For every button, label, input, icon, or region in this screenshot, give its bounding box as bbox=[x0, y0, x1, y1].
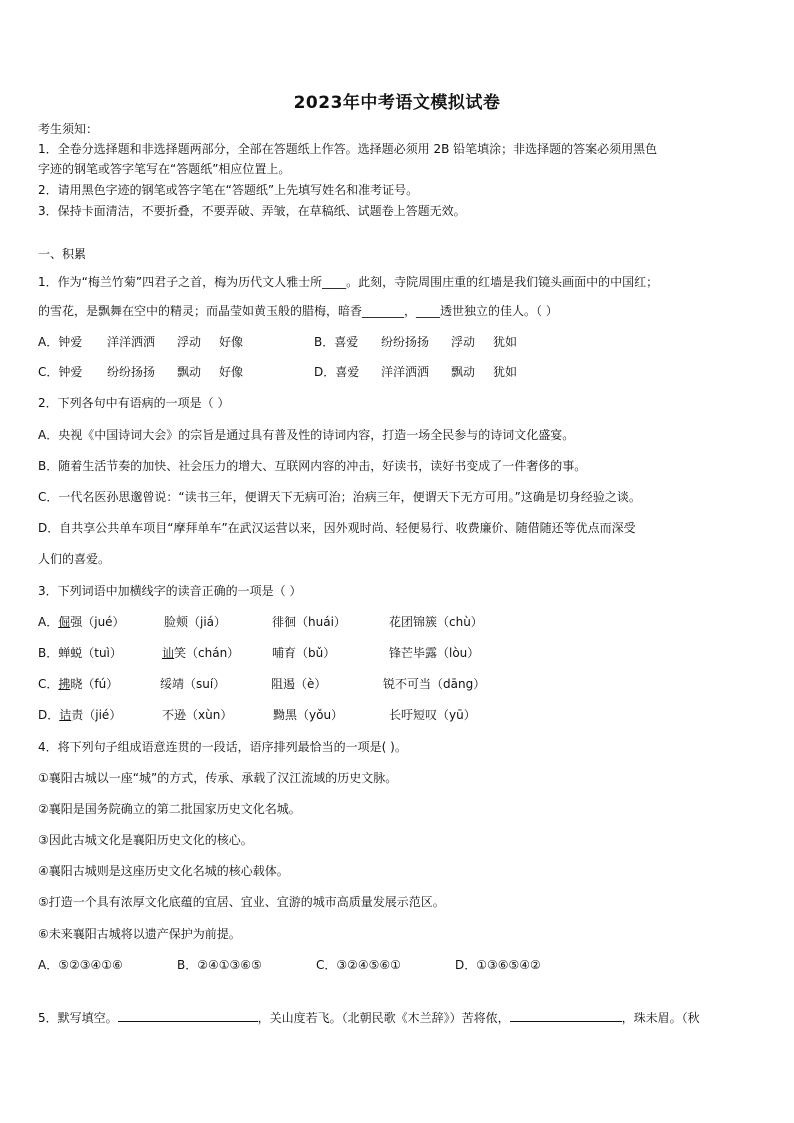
q3-b-word-2: 笑（chán） bbox=[174, 646, 240, 660]
page-title: 2023年中考语文模拟试卷 bbox=[293, 93, 501, 113]
q4-option-b: B．②④①③⑥⑤ bbox=[177, 958, 262, 972]
q4-stem: 4．将下列句子组成语意连贯的一段话，语序排列最恰当的一项是( )。 bbox=[38, 740, 407, 754]
q1-option-a-2: 洋洋洒洒 bbox=[107, 335, 156, 349]
notice-item-2: 2．请用黑色字迹的钢笔或答字笔在“答题纸”上先填写姓名和准考证号。 bbox=[38, 183, 419, 197]
q1-option-b-3: 浮动 bbox=[451, 335, 476, 349]
q4-sentence-4: ④襄阳古城则是这座历史文化名城的核心载体。 bbox=[38, 864, 289, 878]
q3-a-word-3: 徘徊（huái） bbox=[272, 615, 346, 629]
notice-heading: 考生须知： bbox=[38, 122, 99, 136]
q3-a-word-1: 强（jué） bbox=[70, 615, 125, 629]
q1-stem-line-2: 的雪花，是飘舞在空中的精灵；而晶莹如黄玉般的腊梅，暗香_______，____透世独立的佳人。（ ） bbox=[38, 304, 558, 318]
q1-option-a-3: 浮动 bbox=[177, 335, 202, 349]
q3-d-word-1: 责（jié） bbox=[71, 708, 122, 722]
q3-option-b bbox=[38, 645, 479, 661]
q1-option-b-1: B．喜爱 bbox=[314, 335, 359, 349]
q1-option-c-4: 好像 bbox=[219, 365, 244, 379]
q3-stem: 3．下列词语中加横线字的读音正确的一项是（ ） bbox=[38, 584, 302, 598]
q5-blank-1[interactable] bbox=[118, 1010, 258, 1022]
q1-option-c-3: 飘动 bbox=[177, 365, 202, 379]
q3-a-underlined: 倔 bbox=[58, 615, 71, 629]
q3-c-word-4: 锐不可当（dāng） bbox=[383, 677, 486, 691]
q3-d-word-3: 黝黑（yǒu） bbox=[273, 708, 344, 722]
q2-option-d-line-2: 人们的喜爱。 bbox=[38, 552, 111, 566]
q3-c-word-2: 绥靖（suí） bbox=[160, 677, 226, 691]
q3-a-prefix: A． bbox=[38, 615, 59, 629]
q1-option-c bbox=[38, 364, 309, 380]
q1-option-b-4: 犹如 bbox=[493, 335, 518, 349]
section-heading: 一、积累 bbox=[38, 247, 87, 261]
q3-b-word-3: 哺育（bǔ） bbox=[272, 646, 336, 660]
q5-text-middle: ，关山度若飞。（北朝民歌《木兰辞》）苦将侬， bbox=[257, 1011, 510, 1025]
q5-label: 5．默写填空。 bbox=[38, 1011, 118, 1025]
q3-d-prefix: D． bbox=[38, 708, 60, 722]
q3-d-word-4: 长吁短叹（yū） bbox=[389, 708, 476, 722]
q3-b-prefix: B． bbox=[38, 646, 59, 660]
q4-option-d: D．①③⑥⑤④② bbox=[455, 958, 541, 972]
q1-option-d-1: D．喜爱 bbox=[314, 365, 360, 379]
q3-c-word-3: 阻遏（è） bbox=[271, 677, 327, 691]
q4-sentence-5: ⑤打造一个具有浓厚文化底蕴的宜居、宜业、宜游的城市高质量发展示范区。 bbox=[38, 895, 445, 909]
q3-d-word-2: 不逊（xùn） bbox=[162, 708, 233, 722]
q1-option-a-1: A．钟爱 bbox=[38, 335, 83, 349]
q2-option-b: B．随着生活节奏的加快、社会压力的增大、互联网内容的冲击，好读书，读好书变成了一件奢侈的事。 bbox=[38, 459, 587, 473]
q5-line bbox=[38, 1010, 700, 1026]
notice-item-3: 3．保持卡面清洁，不要折叠，不要弄破、弄皱，在草稿纸、试题卷上答题无效。 bbox=[38, 204, 466, 218]
q3-a-word-2: 脸颊（jiá） bbox=[164, 615, 227, 629]
q1-option-c-2: 纷纷扬扬 bbox=[107, 365, 156, 379]
q1-option-b bbox=[314, 334, 517, 350]
q1-option-c-1: C．钟爱 bbox=[38, 365, 83, 379]
notice-item-1-line-2: 字迹的钢笔或答字笔写在“答题纸”相应位置上。 bbox=[38, 162, 291, 176]
notice-item-1-line-1: 1．全卷分选择题和非选择题两部分，全部在答题纸上作答。选择题必须用 2B 铅笔填涂；非选择题的答案必须用黑色 bbox=[38, 142, 658, 156]
q3-b-underlined: 讪 bbox=[162, 646, 175, 660]
q1-option-d bbox=[314, 364, 517, 380]
q2-stem: 2．下列各句中有语病的一项是（ ） bbox=[38, 396, 230, 410]
q1-option-b-2: 纷纷扬扬 bbox=[381, 335, 430, 349]
q2-option-a: A．央视《中国诗词大会》的宗旨是通过具有普及性的诗词内容，打造一场全民参与的诗词文化盛宴。 bbox=[38, 428, 575, 442]
q1-stem-line-1: 1．作为“梅兰竹菊”四君子之首，梅为历代文人雅士所____。此刻，寺院周围庄重的红墙是我们镜头画面中的中国红； bbox=[38, 275, 659, 289]
q4-option-c: C．③②④⑤⑥① bbox=[316, 958, 401, 972]
q3-option-d bbox=[38, 707, 476, 723]
q3-d-underlined: 诘 bbox=[59, 708, 72, 722]
q4-sentence-2: ②襄阳是国务院确立的第二批国家历史文化名城。 bbox=[38, 802, 301, 816]
q2-option-c: C．一代名医孙思邈曾说：“读书三年，便谓天下无病可治；治病三年，便谓天下无方可用。”这确是切身经验之谈。 bbox=[38, 490, 641, 504]
q3-c-underlined: 拂 bbox=[58, 677, 71, 691]
q1-option-d-2: 洋洋洒洒 bbox=[381, 365, 430, 379]
q4-sentence-3: ③因此古城文化是襄阳历史文化的核心。 bbox=[38, 833, 253, 847]
q3-b-word-4: 锋芒毕露（lòu） bbox=[389, 646, 480, 660]
q3-c-prefix: C． bbox=[38, 677, 59, 691]
q4-sentence-6: ⑥未来襄阳古城将以遗产保护为前提。 bbox=[38, 927, 241, 941]
q3-c-word-1: 晓（fú） bbox=[70, 677, 119, 691]
q5-text-end: ，珠未眉。（秋 bbox=[621, 1011, 700, 1025]
q2-option-d-line-1: D．自共享公共单车项目“摩拜单车”在武汉运营以来，因外观时尚、轻便易行、收费廉价、随借随还等优点而深受 bbox=[38, 521, 636, 535]
q4-sentence-1: ①襄阳古城以一座“城”的方式，传承、承载了汉江流域的历史文脉。 bbox=[38, 771, 398, 785]
q1-option-d-3: 飘动 bbox=[451, 365, 476, 379]
q3-option-a bbox=[38, 614, 483, 630]
q1-option-a bbox=[38, 334, 309, 350]
q3-option-c bbox=[38, 676, 485, 692]
q3-b-word-1: 蝉蜕（tuì） bbox=[58, 646, 122, 660]
q4-options bbox=[38, 957, 541, 973]
q5-blank-2[interactable] bbox=[510, 1010, 622, 1022]
q4-option-a: A．⑤②③④①⑥ bbox=[38, 958, 123, 972]
q3-a-word-4: 花团锦簇（chù） bbox=[389, 615, 483, 629]
q1-option-d-4: 犹如 bbox=[493, 365, 518, 379]
q1-option-a-4: 好像 bbox=[219, 335, 244, 349]
